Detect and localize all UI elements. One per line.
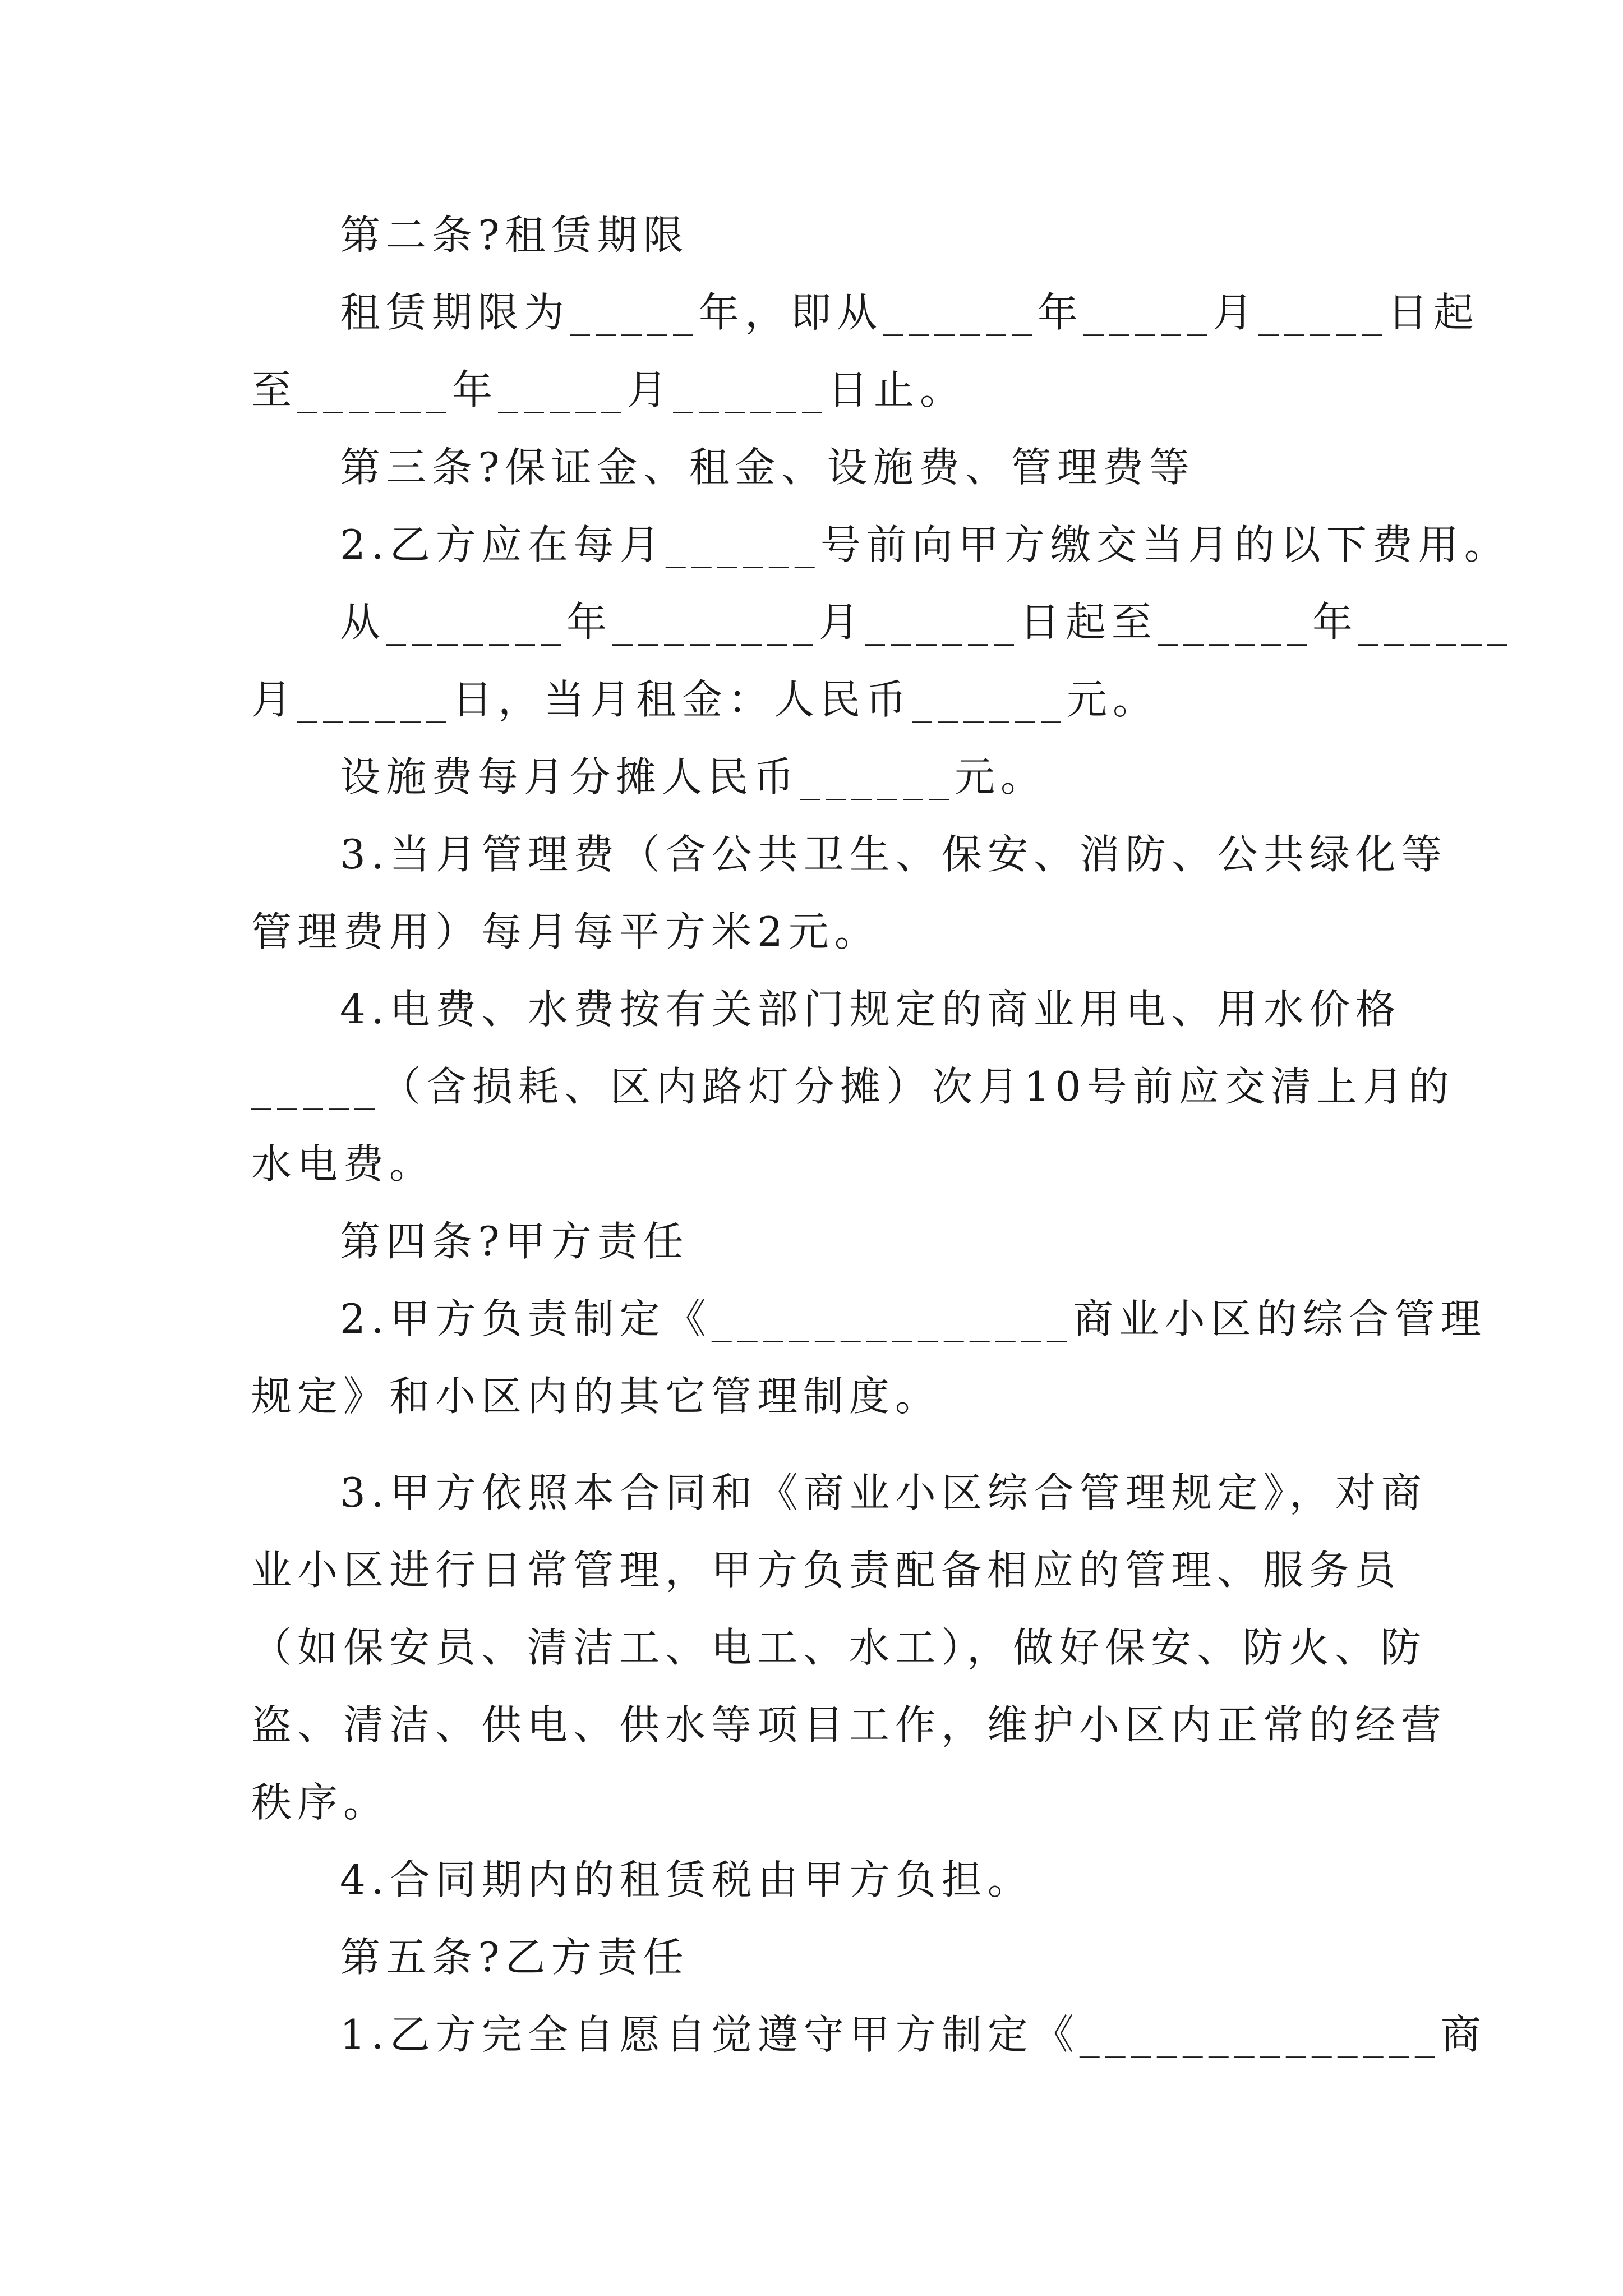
paragraph-line: 2.甲方负责制定《______________商业小区的综合管理 [340,1295,1487,1342]
paragraph-line: 4.合同期内的租赁税由甲方负担。 [340,1856,1034,1903]
paragraph-line: 设施费每月分摊人民币______元。 [340,753,1047,800]
paragraph-line: 3.甲方依照本合同和《商业小区综合管理规定》，对商 [340,1469,1427,1516]
article-5-heading: 第五条?乙方责任 [340,1934,689,1981]
paragraph-line: 管理费用）每月每平方米2元。 [251,908,880,955]
article-4-heading: 第四条?甲方责任 [340,1218,689,1265]
article-2-heading: 第二条?租赁期限 [340,211,689,259]
paragraph-line: 至______年_____月______日止。 [251,366,966,413]
paragraph-line: 2.乙方应在每月______号前向甲方缴交当月的以下费用。 [340,521,1510,568]
paragraph-line: 租赁期限为_____年，即从______年_____月_____日起 [340,289,1480,336]
paragraph-line: 水电费。 [251,1140,436,1188]
paragraph-line: 秩序。 [251,1779,390,1826]
paragraph-line: （如保安员、清洁工、电工、水工），做好保安、防火、防 [251,1624,1427,1671]
article-3-heading: 第三条?保证金、租金、设施费、管理费等 [340,444,1195,491]
paragraph-line: 3.当月管理费（含公共卫生、保安、消防、公共绿化等 [340,831,1447,878]
paragraph-line: _____（含损耗、区内路灯分摊）次月10号前应交清上月的 [251,1063,1455,1110]
paragraph-line: 业小区进行日常管理，甲方负责配备相应的管理、服务员 [251,1547,1401,1594]
document-body [251,196,1514,2073]
paragraph-line: 从_______年________月______日起至______年______ [340,599,1514,646]
paragraph-line: 盗、清洁、供电、供水等项目工作，维护小区内正常的经营 [251,1701,1447,1749]
paragraph-line: 月______日，当月租金：人民币______元。 [251,676,1159,723]
paragraph-line: 4.电费、水费按有关部门规定的商业用电、用水价格 [340,986,1401,1033]
paragraph-line: 规定》和小区内的其它管理制度。 [251,1373,942,1420]
paragraph-line: 1.乙方完全自愿自觉遵守甲方制定《______________商 [340,2011,1487,2058]
